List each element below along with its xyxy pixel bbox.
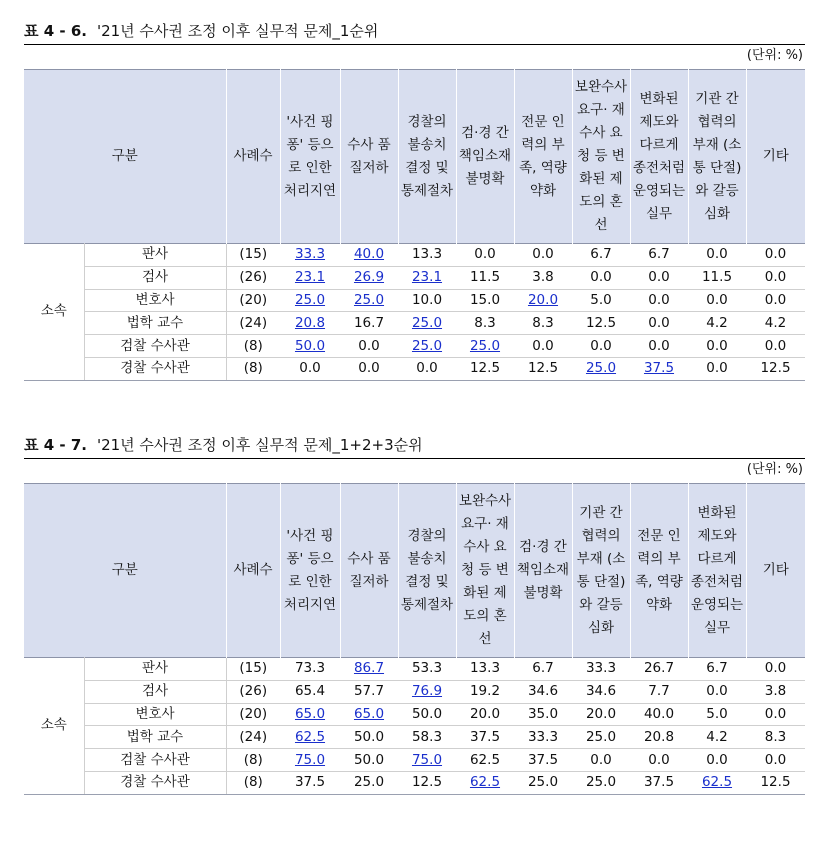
value-cell <box>746 266 805 289</box>
value-cell <box>630 703 688 726</box>
highlighted-value-cell <box>280 289 340 312</box>
value-cell <box>456 357 514 380</box>
cell-value: 6.7 <box>706 660 728 677</box>
cell-value: 0.0 <box>764 291 787 308</box>
value-cell <box>630 312 688 335</box>
cell-value: 33.3 <box>585 660 617 677</box>
cell-value: 25.0 <box>411 314 443 331</box>
value-cell <box>514 703 572 726</box>
cell-value: 76.9 <box>411 683 443 700</box>
table-row <box>24 726 805 749</box>
row-label: 검사 <box>84 680 226 703</box>
cell-value: 3.8 <box>532 269 554 286</box>
value-cell <box>746 680 805 703</box>
value-cell <box>340 335 398 358</box>
value-cell <box>514 244 572 267</box>
cell-value: 73.3 <box>294 660 326 677</box>
value-cell <box>398 357 456 380</box>
table-row <box>24 266 805 289</box>
value-cell <box>688 312 746 335</box>
table-caption <box>24 432 805 459</box>
group-label: 소속 <box>24 658 84 795</box>
cell-value: 25.0 <box>353 291 385 308</box>
cell-value: 0.0 <box>648 751 670 768</box>
cell-value: 75.0 <box>411 751 443 768</box>
cell-value: 4.2 <box>706 728 728 745</box>
cell-value: 0.0 <box>648 269 670 286</box>
value-cell <box>746 726 805 749</box>
highlighted-value-cell <box>340 266 398 289</box>
sample-count: (8) <box>226 357 280 380</box>
value-cell <box>746 289 805 312</box>
cell-value: 0.0 <box>532 246 554 263</box>
cell-value: 37.5 <box>469 728 501 745</box>
value-cell <box>514 726 572 749</box>
value-cell <box>340 749 398 772</box>
cell-value: 0.0 <box>299 360 321 377</box>
cell-value: 37.5 <box>643 360 675 377</box>
cell-value: 37.5 <box>643 774 675 791</box>
value-cell <box>514 335 572 358</box>
row-label: 검찰 수사관 <box>84 335 226 358</box>
table-label: 표 4 - 7. <box>24 436 87 454</box>
value-cell <box>514 749 572 772</box>
value-cell <box>746 703 805 726</box>
value-cell <box>572 312 630 335</box>
value-cell <box>572 680 630 703</box>
column-header: 검·경 간 책임소재 불명확 <box>514 484 572 658</box>
table-title: '21년 수사권 조정 이후 실무적 문제_1+2+3순위 <box>96 436 423 454</box>
value-cell <box>456 244 514 267</box>
cell-value: 23.1 <box>411 269 443 286</box>
highlighted-value-cell <box>280 312 340 335</box>
column-header: 검·경 간 책임소재 불명확 <box>456 70 514 244</box>
cell-value: 4.2 <box>706 314 728 331</box>
value-cell <box>688 658 746 681</box>
value-cell <box>688 726 746 749</box>
column-header: 기타 <box>746 70 805 244</box>
value-cell <box>688 244 746 267</box>
cell-value: 33.3 <box>527 728 559 745</box>
cell-value: 16.7 <box>353 314 385 331</box>
highlighted-value-cell <box>280 749 340 772</box>
value-cell <box>456 312 514 335</box>
cell-value: 0.0 <box>358 360 380 377</box>
row-label: 검찰 수사관 <box>84 749 226 772</box>
table-row <box>24 703 805 726</box>
cell-value: 25.0 <box>353 774 385 791</box>
table-section-1 <box>24 18 805 381</box>
value-cell <box>746 335 805 358</box>
cell-value: 6.7 <box>590 246 612 263</box>
cell-value: 57.7 <box>353 683 385 700</box>
value-cell <box>630 658 688 681</box>
column-header: 보완수사 요구· 재수사 요청 등 변화된 제도의 혼선 <box>456 484 514 658</box>
table-row <box>24 357 805 380</box>
table-row <box>24 749 805 772</box>
data-table <box>24 483 805 795</box>
cell-value: 0.0 <box>706 683 728 700</box>
cell-value: 0.0 <box>590 751 612 768</box>
cell-value: 20.0 <box>585 705 617 722</box>
value-cell <box>572 244 630 267</box>
cell-value: 65.0 <box>353 705 385 722</box>
cell-value: 3.8 <box>764 683 787 700</box>
sample-count: (8) <box>226 771 280 794</box>
cell-value: 50.0 <box>294 337 326 354</box>
cell-value: 0.0 <box>764 337 787 354</box>
cell-value: 0.0 <box>706 291 728 308</box>
highlighted-value-cell <box>340 703 398 726</box>
cell-value: 25.0 <box>585 360 617 377</box>
cell-value: 86.7 <box>353 660 385 677</box>
cell-value: 62.5 <box>469 774 501 791</box>
cell-value: 11.5 <box>469 269 501 286</box>
cell-value: 25.0 <box>469 337 501 354</box>
value-cell <box>572 771 630 794</box>
cell-value: 65.4 <box>294 683 326 700</box>
table-row <box>24 680 805 703</box>
cell-value: 12.5 <box>469 360 501 377</box>
cell-value: 7.7 <box>648 683 670 700</box>
row-label: 법학 교수 <box>84 312 226 335</box>
highlighted-value-cell <box>398 312 456 335</box>
highlighted-value-cell <box>280 335 340 358</box>
table-row <box>24 771 805 794</box>
table-section-2 <box>24 432 805 795</box>
cell-value: 0.0 <box>706 246 728 263</box>
cell-value: 62.5 <box>469 751 501 768</box>
row-label: 판사 <box>84 658 226 681</box>
cell-value: 34.6 <box>527 683 559 700</box>
value-cell <box>514 357 572 380</box>
value-cell <box>280 658 340 681</box>
value-cell <box>398 289 456 312</box>
table-row <box>24 244 805 267</box>
value-cell <box>456 749 514 772</box>
cell-value: 25.0 <box>411 337 443 354</box>
value-cell <box>456 289 514 312</box>
table-row <box>24 335 805 358</box>
cell-value: 75.0 <box>294 751 326 768</box>
table-caption <box>24 18 805 45</box>
highlighted-value-cell <box>398 680 456 703</box>
highlighted-value-cell <box>456 771 514 794</box>
cell-value: 0.0 <box>764 269 787 286</box>
cell-value: 4.2 <box>764 314 787 331</box>
column-header: 기관 간 협력의 부재 (소통 단절)와 갈등심화 <box>688 70 746 244</box>
sample-count: (8) <box>226 335 280 358</box>
header-category: 구분 <box>24 484 226 658</box>
cell-value: 0.0 <box>648 291 670 308</box>
cell-value: 34.6 <box>585 683 617 700</box>
value-cell <box>688 289 746 312</box>
table-row <box>24 312 805 335</box>
row-label: 경찰 수사관 <box>84 771 226 794</box>
cell-value: 6.7 <box>648 246 670 263</box>
cell-value: 20.0 <box>469 705 501 722</box>
column-header: 전문 인력의 부족, 역량약화 <box>630 484 688 658</box>
value-cell <box>456 658 514 681</box>
value-cell <box>340 771 398 794</box>
cell-value: 13.3 <box>469 660 501 677</box>
value-cell <box>280 357 340 380</box>
cell-value: 25.0 <box>527 774 559 791</box>
value-cell <box>688 703 746 726</box>
value-cell <box>572 289 630 312</box>
cell-value: 12.5 <box>760 360 791 377</box>
column-header: 보완수사 요구· 재수사 요청 등 변화된 제도의 혼선 <box>572 70 630 244</box>
header-category: 구분 <box>24 70 226 244</box>
cell-value: 12.5 <box>411 774 443 791</box>
cell-value: 26.9 <box>353 269 385 286</box>
cell-value: 33.3 <box>294 246 326 263</box>
highlighted-value-cell <box>280 244 340 267</box>
cell-value: 0.0 <box>706 337 728 354</box>
value-cell <box>280 771 340 794</box>
value-cell <box>398 771 456 794</box>
value-cell <box>398 244 456 267</box>
sample-count: (26) <box>226 680 280 703</box>
value-cell <box>688 749 746 772</box>
cell-value: 0.0 <box>590 269 612 286</box>
data-table <box>24 69 805 381</box>
value-cell <box>630 244 688 267</box>
sample-count: (8) <box>226 749 280 772</box>
value-cell <box>630 266 688 289</box>
value-cell <box>746 312 805 335</box>
cell-value: 12.5 <box>585 314 617 331</box>
row-label: 변호사 <box>84 703 226 726</box>
highlighted-value-cell <box>340 658 398 681</box>
cell-value: 0.0 <box>358 337 380 354</box>
value-cell <box>514 658 572 681</box>
cell-value: 50.0 <box>353 751 385 768</box>
highlighted-value-cell <box>514 289 572 312</box>
value-cell <box>630 680 688 703</box>
cell-value: 20.0 <box>527 291 559 308</box>
value-cell <box>746 357 805 380</box>
cell-value: 0.0 <box>648 314 670 331</box>
cell-value: 50.0 <box>353 728 385 745</box>
cell-value: 25.0 <box>585 774 617 791</box>
value-cell <box>688 335 746 358</box>
column-header: 기타 <box>746 484 805 658</box>
group-label: 소속 <box>24 244 84 381</box>
cell-value: 62.5 <box>294 728 326 745</box>
cell-value: 12.5 <box>527 360 559 377</box>
cell-value: 5.0 <box>590 291 612 308</box>
value-cell <box>514 312 572 335</box>
highlighted-value-cell <box>398 335 456 358</box>
value-cell <box>572 658 630 681</box>
cell-value: 15.0 <box>469 291 501 308</box>
cell-value: 8.3 <box>474 314 496 331</box>
value-cell <box>456 703 514 726</box>
value-cell <box>340 312 398 335</box>
cell-value: 65.0 <box>294 705 326 722</box>
highlighted-value-cell <box>688 771 746 794</box>
cell-value: 26.7 <box>643 660 675 677</box>
cell-value: 23.1 <box>294 269 326 286</box>
value-cell <box>746 771 805 794</box>
value-cell <box>630 726 688 749</box>
value-cell <box>514 771 572 794</box>
column-header: 사례수 <box>226 484 280 658</box>
sample-count: (15) <box>226 244 280 267</box>
value-cell <box>688 266 746 289</box>
cell-value: 25.0 <box>585 728 617 745</box>
cell-value: 50.0 <box>411 705 443 722</box>
cell-value: 40.0 <box>643 705 675 722</box>
column-header: '사건 핑퐁' 등으로 인한 처리지연 <box>280 70 340 244</box>
sample-count: (15) <box>226 658 280 681</box>
column-header: 전문 인력의 부족, 역량약화 <box>514 70 572 244</box>
value-cell <box>398 726 456 749</box>
value-cell <box>514 266 572 289</box>
column-header: 기관 간 협력의 부재 (소통 단절)와 갈등심화 <box>572 484 630 658</box>
cell-value: 20.8 <box>294 314 326 331</box>
cell-value: 58.3 <box>411 728 443 745</box>
cell-value: 40.0 <box>353 246 385 263</box>
value-cell <box>456 680 514 703</box>
highlighted-value-cell <box>280 703 340 726</box>
cell-value: 0.0 <box>764 246 787 263</box>
value-cell <box>340 357 398 380</box>
highlighted-value-cell <box>572 357 630 380</box>
value-cell <box>630 771 688 794</box>
column-header: 변화된 제도와 다르게 종전처럼 운영되는 실무 <box>688 484 746 658</box>
highlighted-value-cell <box>280 266 340 289</box>
cell-value: 62.5 <box>701 774 733 791</box>
highlighted-value-cell <box>630 357 688 380</box>
unit-label: (단위: %) <box>746 48 803 63</box>
row-label: 판사 <box>84 244 226 267</box>
sample-count: (20) <box>226 289 280 312</box>
value-cell <box>688 680 746 703</box>
cell-value: 20.8 <box>643 728 675 745</box>
table-row <box>24 289 805 312</box>
highlighted-value-cell <box>456 335 514 358</box>
value-cell <box>456 266 514 289</box>
value-cell <box>572 749 630 772</box>
cell-value: 12.5 <box>760 774 791 791</box>
cell-value: 0.0 <box>764 751 787 768</box>
value-cell <box>280 680 340 703</box>
table-row <box>24 658 805 681</box>
column-header: 수사 품질저하 <box>340 484 398 658</box>
cell-value: 37.5 <box>527 751 559 768</box>
cell-value: 0.0 <box>706 360 728 377</box>
column-header: 변화된 제도와 다르게 종전처럼 운영되는 실무 <box>630 70 688 244</box>
value-cell <box>746 244 805 267</box>
value-cell <box>572 726 630 749</box>
cell-value: 0.0 <box>764 705 787 722</box>
row-label: 검사 <box>84 266 226 289</box>
cell-value: 10.0 <box>411 291 443 308</box>
value-cell <box>572 703 630 726</box>
cell-value: 25.0 <box>294 291 326 308</box>
value-cell <box>630 335 688 358</box>
row-label: 변호사 <box>84 289 226 312</box>
column-header: 경찰의 불송치 결정 및 통제절차 <box>398 484 456 658</box>
cell-value: 35.0 <box>527 705 559 722</box>
cell-value: 0.0 <box>706 751 728 768</box>
highlighted-value-cell <box>398 266 456 289</box>
cell-value: 53.3 <box>411 660 443 677</box>
cell-value: 0.0 <box>416 360 438 377</box>
value-cell <box>572 266 630 289</box>
value-cell <box>746 658 805 681</box>
column-header: '사건 핑퐁' 등으로 인한 처리지연 <box>280 484 340 658</box>
table-title: '21년 수사권 조정 이후 실무적 문제_1순위 <box>96 22 379 40</box>
cell-value: 11.5 <box>701 269 733 286</box>
value-cell <box>630 749 688 772</box>
value-cell <box>340 680 398 703</box>
highlighted-value-cell <box>280 726 340 749</box>
cell-value: 0.0 <box>648 337 670 354</box>
value-cell <box>340 726 398 749</box>
sample-count: (24) <box>226 312 280 335</box>
value-cell <box>630 289 688 312</box>
cell-value: 19.2 <box>469 683 501 700</box>
cell-value: 5.0 <box>706 705 728 722</box>
column-header: 경찰의 불송치 결정 및 통제절차 <box>398 70 456 244</box>
cell-value: 6.7 <box>532 660 554 677</box>
value-cell <box>688 357 746 380</box>
value-cell <box>398 658 456 681</box>
value-cell <box>746 749 805 772</box>
highlighted-value-cell <box>398 749 456 772</box>
value-cell <box>398 703 456 726</box>
sample-count: (26) <box>226 266 280 289</box>
cell-value: 0.0 <box>590 337 612 354</box>
value-cell <box>514 680 572 703</box>
sample-count: (24) <box>226 726 280 749</box>
unit-label: (단위: %) <box>746 462 803 477</box>
value-cell <box>572 335 630 358</box>
cell-value: 13.3 <box>411 246 443 263</box>
row-label: 법학 교수 <box>84 726 226 749</box>
cell-value: 37.5 <box>294 774 326 791</box>
column-header: 수사 품질저하 <box>340 70 398 244</box>
sample-count: (20) <box>226 703 280 726</box>
table-label: 표 4 - 6. <box>24 22 87 40</box>
cell-value: 0.0 <box>532 337 554 354</box>
cell-value: 0.0 <box>474 246 496 263</box>
cell-value: 8.3 <box>532 314 554 331</box>
value-cell <box>456 726 514 749</box>
cell-value: 8.3 <box>764 728 787 745</box>
cell-value: 0.0 <box>764 660 787 677</box>
highlighted-value-cell <box>340 244 398 267</box>
column-header: 사례수 <box>226 70 280 244</box>
highlighted-value-cell <box>340 289 398 312</box>
row-label: 경찰 수사관 <box>84 357 226 380</box>
